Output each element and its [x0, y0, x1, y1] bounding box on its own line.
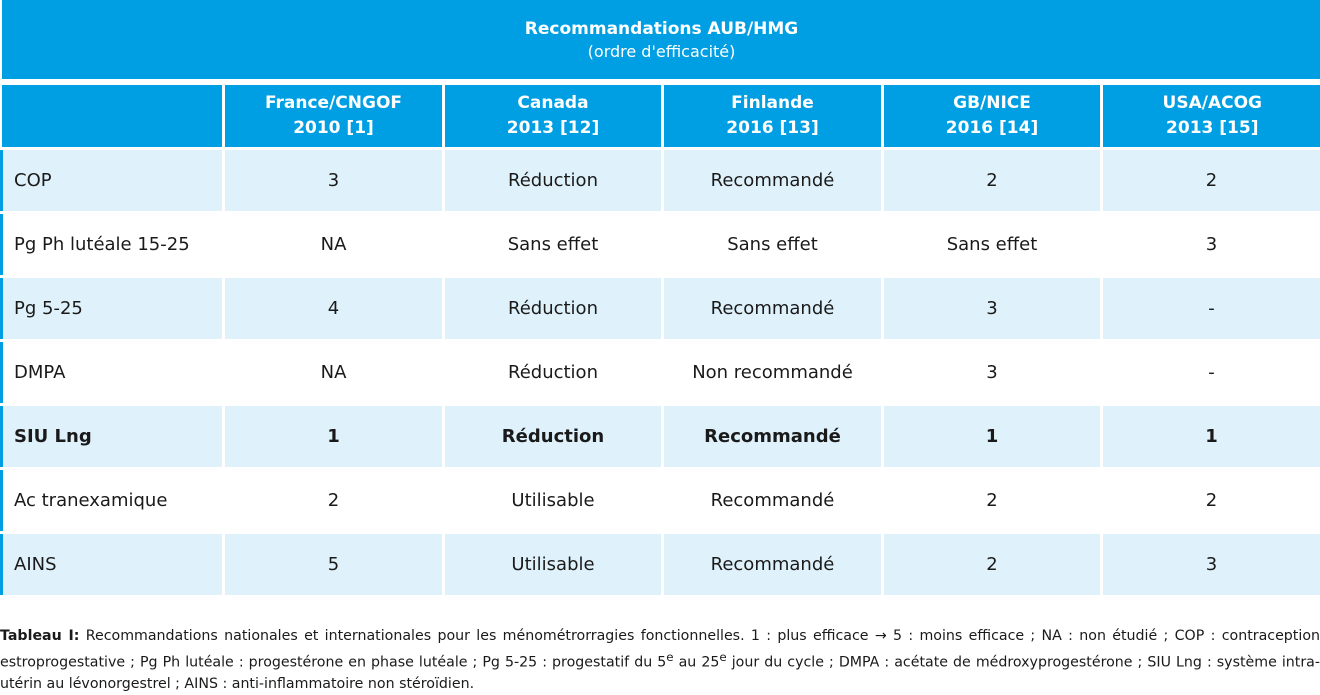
- column-header-empty: [2, 82, 224, 149]
- table-cell: 2: [224, 469, 444, 533]
- table-cell: 3: [1102, 213, 1320, 277]
- table-cell: Recommandé: [663, 405, 883, 469]
- column-header-line2: 2016 [13]: [664, 116, 881, 141]
- caption-text-c: jour du cycle ; DMPA : acétate de médroxyprogestérone ; SIU Lng : système intra-utérin au lévonorgestrel ; AINS : anti-inflammatoire non stéroïdien.: [0, 655, 1320, 692]
- column-header-gb: [883, 82, 1102, 149]
- table-row: [2, 213, 1320, 277]
- row-label: COP: [2, 149, 224, 213]
- table-cell: Recommandé: [663, 533, 883, 597]
- table-row-highlighted: [2, 405, 1320, 469]
- table-cell: 3: [883, 277, 1102, 341]
- table-cell: Sans effet: [444, 213, 663, 277]
- column-header-line2: 2013 [12]: [445, 116, 661, 141]
- table-cell: Recommandé: [663, 149, 883, 213]
- column-header-row: [2, 82, 1320, 149]
- table-cell: 3: [883, 341, 1102, 405]
- table-cell: Recommandé: [663, 277, 883, 341]
- column-header-line1: Canada: [445, 91, 661, 116]
- column-header-line1: Finlande: [664, 91, 881, 116]
- column-header-finlande: [663, 82, 883, 149]
- column-header-canada: [444, 82, 663, 149]
- column-header-line2: 2016 [14]: [884, 116, 1100, 141]
- column-header-france: [224, 82, 444, 149]
- row-label: DMPA: [2, 341, 224, 405]
- caption-text-a: Recommandations nationales et internationales pour les ménométrorragies fonctionnelles. 1 : plus efficace → 5 : moins efficace ; NA : non étudié ; COP : contraception estroprogestative ; Pg Ph lutéale : progestérone en phase lutéale ; Pg 5-25 : progestatif du 5: [0, 628, 1320, 671]
- table-title-cell: [2, 0, 1320, 82]
- column-header-usa: [1102, 82, 1320, 149]
- row-label: Pg 5-25: [2, 277, 224, 341]
- column-header-line2: 2013 [15]: [1103, 116, 1320, 141]
- table-cell: Sans effet: [663, 213, 883, 277]
- table-cell: Réduction: [444, 341, 663, 405]
- table-cell: 2: [883, 469, 1102, 533]
- row-label: Ac tranexamique: [2, 469, 224, 533]
- table-cell: -: [1102, 277, 1320, 341]
- table-cell: Recommandé: [663, 469, 883, 533]
- caption-sup-2: e: [719, 650, 726, 664]
- table-cell: 3: [224, 149, 444, 213]
- table-cell: Réduction: [444, 405, 663, 469]
- caption-label: Tableau I:: [0, 628, 79, 644]
- table-caption: [0, 626, 1320, 695]
- table-row: [2, 533, 1320, 597]
- table-cell: 2: [883, 149, 1102, 213]
- table-cell: 3: [1102, 533, 1320, 597]
- caption-sup-1: e: [666, 650, 673, 664]
- table-row: [2, 341, 1320, 405]
- table-cell: Utilisable: [444, 469, 663, 533]
- column-header-line1: GB/NICE: [884, 91, 1100, 116]
- table-cell: 1: [883, 405, 1102, 469]
- table-cell: -: [1102, 341, 1320, 405]
- table-cell: 1: [1102, 405, 1320, 469]
- table-cell: NA: [224, 341, 444, 405]
- column-header-line1: France/CNGOF: [225, 91, 442, 116]
- table-cell: 1: [224, 405, 444, 469]
- table-cell: Utilisable: [444, 533, 663, 597]
- table-subtitle: (ordre d'efficacité): [2, 41, 1320, 63]
- table-cell: Réduction: [444, 149, 663, 213]
- caption-text-b: au 25: [674, 655, 720, 671]
- table-title: Recommandations AUB/HMG: [2, 17, 1320, 41]
- column-header-line2: 2010 [1]: [225, 116, 442, 141]
- table-row: [2, 277, 1320, 341]
- table-cell: NA: [224, 213, 444, 277]
- table-cell: Sans effet: [883, 213, 1102, 277]
- table-cell: 2: [883, 533, 1102, 597]
- table-cell: 2: [1102, 469, 1320, 533]
- column-header-line1: USA/ACOG: [1103, 91, 1320, 116]
- table-row: [2, 149, 1320, 213]
- table-cell: 4: [224, 277, 444, 341]
- row-label: SIU Lng: [2, 405, 224, 469]
- table-cell: Non recommandé: [663, 341, 883, 405]
- table-title-row: [2, 0, 1320, 82]
- table-cell: Réduction: [444, 277, 663, 341]
- table-cell: 2: [1102, 149, 1320, 213]
- row-label: AINS: [2, 533, 224, 597]
- table-cell: 5: [224, 533, 444, 597]
- table-row: [2, 469, 1320, 533]
- row-label: Pg Ph lutéale 15-25: [2, 213, 224, 277]
